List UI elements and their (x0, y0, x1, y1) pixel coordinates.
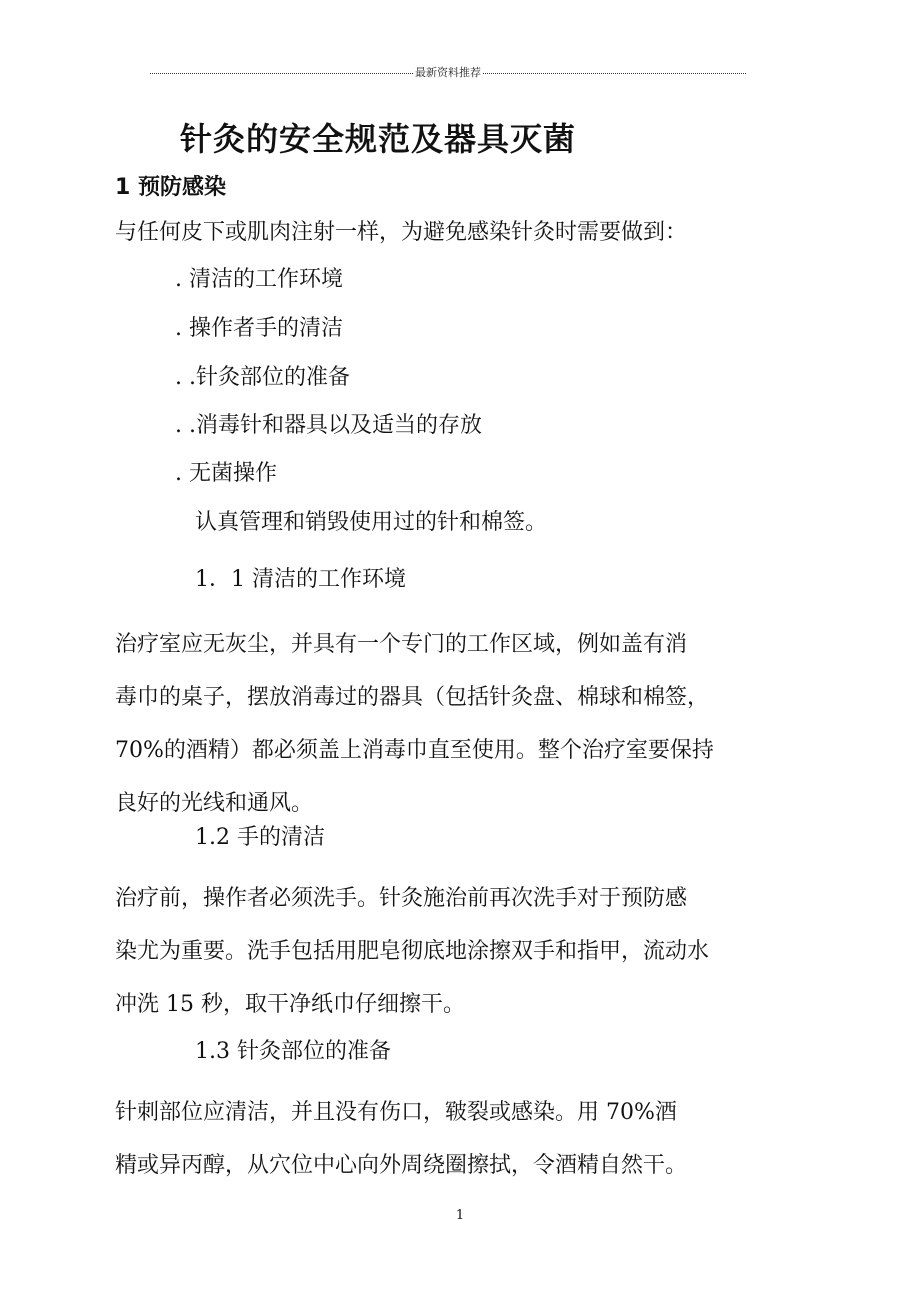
subsection-heading-hand-cleaning: 1.2 手的清洁 (195, 825, 325, 850)
paragraph-line: 冲洗 15 秒，取干净纸巾仔细擦干。 (115, 992, 465, 1017)
list-item: . 操作者手的清洁 (175, 316, 343, 341)
paragraph-line: 毒巾的桌子，摆放消毒过的器具（包括针灸盘、棉球和棉签， (115, 685, 710, 710)
header-dotted-rule-left (150, 73, 413, 74)
header-dotted-rule-right (483, 73, 746, 74)
paragraph-line: 染尤为重要。洗手包括用肥皂彻底地涂擦双手和指甲，流动水 (115, 939, 710, 964)
header-label: 最新资料推荐 (415, 66, 481, 79)
paragraph-line: 精或异丙醇，从穴位中心向外周绕圈擦拭，令酒精自然干。 (115, 1153, 688, 1178)
intro-text: 与任何皮下或肌肉注射一样，为避免感染针灸时需要做到： (115, 220, 688, 245)
page-header (150, 64, 746, 80)
list-item: . .针灸部位的准备 (175, 365, 350, 390)
paragraph-hand-cleaning (115, 872, 795, 1031)
list-item: . .消毒针和器具以及适当的存放 (175, 413, 482, 438)
page-number: 1 (455, 1208, 465, 1223)
list-item: . 无菌操作 (175, 461, 277, 486)
paragraph-site-preparation (115, 1086, 795, 1192)
paragraph-line: 治疗室应无灰尘，并具有一个专门的工作区域，例如盖有消 (115, 632, 688, 657)
paragraph-environment (115, 618, 795, 830)
paragraph-line: 良好的光线和通风。 (115, 791, 314, 816)
note-text: 认真管理和销毁使用过的针和棉签。 (195, 510, 548, 535)
paragraph-line: 治疗前，操作者必须洗手。针灸施治前再次洗手对于预防感 (115, 886, 688, 911)
subsection-heading-site-preparation: 1.3 针灸部位的准备 (195, 1039, 391, 1064)
subsection-heading-environment: 1．1 清洁的工作环境 (195, 567, 406, 592)
section-heading-prevent-infection: 1 预防感染 (115, 175, 226, 200)
document-title: 针灸的安全规范及器具灭菌 (180, 120, 577, 158)
list-item: . 清洁的工作环境 (175, 267, 343, 292)
paragraph-line: 针刺部位应清洁，并且没有伤口，皲裂或感染。用 70%酒 (115, 1100, 677, 1125)
paragraph-line: 70%的酒精）都必须盖上消毒巾直至使用。整个治疗室要保持 (115, 738, 714, 763)
